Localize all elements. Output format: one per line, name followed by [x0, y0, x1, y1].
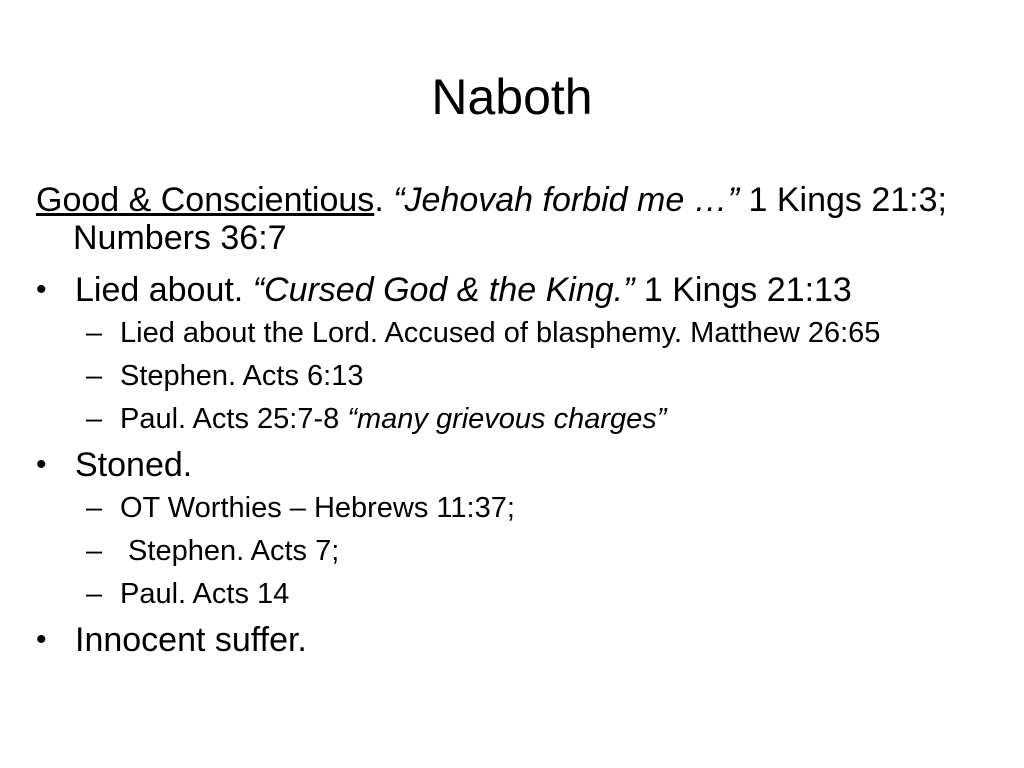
bullet-lied-about [36, 271, 976, 309]
bullet-text: Innocent suffer. [75, 621, 307, 659]
bullet-quote: “Cursed God & the King.” [252, 271, 635, 309]
dash-icon: – [86, 578, 103, 610]
dash-icon: – [86, 535, 103, 567]
subbullet-stephen-acts7 [36, 535, 976, 568]
bullet-icon: • [36, 273, 47, 306]
subbullet-quote: “many grievous charges” [347, 403, 667, 435]
dash-icon: – [86, 403, 103, 435]
subbullet-text: Stephen. Acts 6:13 [120, 360, 364, 392]
intro-quote: “Jehovah forbid me …” [393, 181, 740, 219]
bullet-text: Lied about. [75, 271, 253, 309]
subbullet-paul [36, 403, 976, 436]
bullet-icon: • [36, 448, 47, 481]
bullet-stoned [36, 446, 976, 484]
dash-icon: – [86, 317, 103, 349]
subbullet-text: Paul. Acts 25:7-8 [120, 403, 348, 435]
dash-icon: – [86, 360, 103, 392]
bullet-reference: 1 Kings 21:13 [634, 271, 852, 309]
subbullet-ot-worthies [36, 492, 976, 525]
slide-body [36, 181, 976, 667]
bullet-icon: • [36, 623, 47, 656]
intro-paragraph [36, 181, 976, 257]
intro-reference: 1 Kings 21:3; Numbers 36:7 [73, 181, 947, 257]
bullet-innocent-suffer [36, 621, 976, 659]
subbullet-lord [36, 317, 976, 350]
subbullet-text: Stephen. Acts 7; [120, 535, 340, 567]
subbullet-text: Lied about the Lord. Accused of blasphemy. Matthew 26:65 [120, 317, 881, 349]
subbullet-text: Paul. Acts 14 [120, 578, 290, 610]
subbullet-stephen [36, 360, 976, 393]
bullet-text: Stoned. [75, 446, 193, 484]
dash-icon: – [86, 492, 103, 524]
slide-title: Naboth [431, 69, 593, 125]
intro-label: Good & Conscientious [36, 181, 375, 219]
subbullet-paul-acts14 [36, 578, 976, 611]
subbullet-text: OT Worthies – Hebrews 11:37; [120, 492, 515, 524]
intro-separator: . [374, 181, 394, 219]
